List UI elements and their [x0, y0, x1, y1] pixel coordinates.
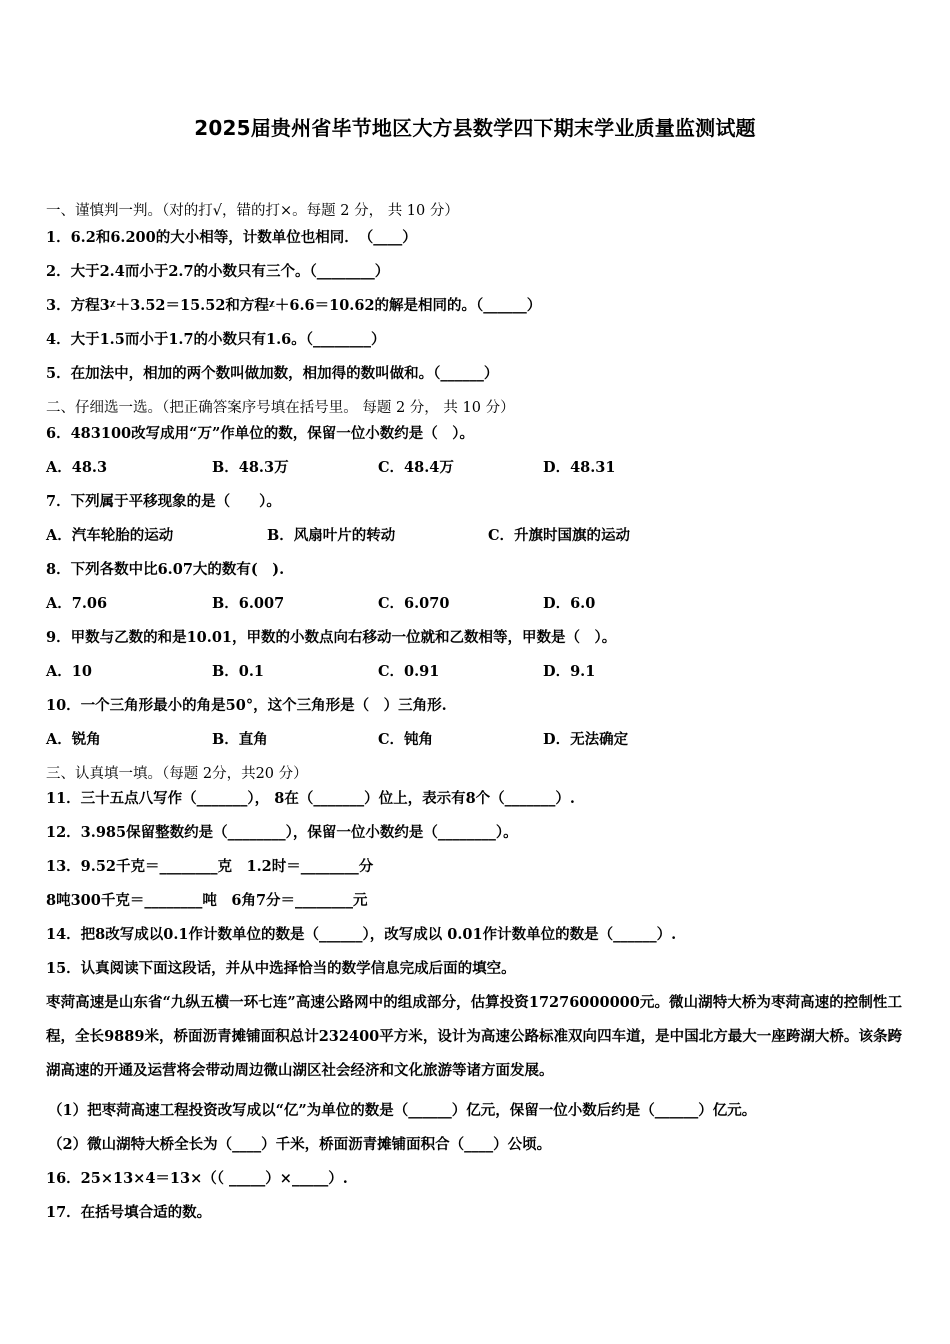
option-c: C．6.070 [378, 595, 450, 612]
option-c: C．钝角 [378, 731, 434, 748]
question-2: 2．大于2.4而小于2.7的小数只有三个。（________） [46, 263, 390, 280]
option-b: B．6.007 [212, 595, 285, 612]
section-heading-2: 二、仔细选一选。（把正确答案序号填在括号里。 每题 2 分， 共 10 分） [46, 400, 515, 416]
option-d: D．48.31 [543, 459, 616, 476]
question-13-line-1: 13．9.52千克＝________克 1.2时＝________分 [46, 858, 374, 875]
option-c: C．48.4万 [378, 459, 454, 476]
option-b: B．直角 [212, 731, 268, 748]
option-a: A．锐角 [46, 731, 101, 748]
option-b: B．48.3万 [212, 459, 289, 476]
section-heading-1: 一、谨慎判一判。（对的打√，错的打×。每题 2 分， 共 10 分） [46, 203, 459, 219]
option-b: B．风扇叶片的转动 [267, 527, 396, 544]
question-11: 11．三十五点八写作（_______）， 8在（_______）位上，表示有8个（_______）. [46, 790, 575, 807]
option-d: D．6.0 [543, 595, 596, 612]
option-d: D．无法确定 [543, 731, 629, 748]
option-a: A．汽车轮胎的运动 [46, 527, 174, 544]
question-12: 12．3.985保留整数约是（________），保留一位小数约是（________）。 [46, 824, 518, 841]
question-15-part-1: （1）把枣菏高速工程投资改写成以“亿”为单位的数是（______）亿元，保留一位小数后约是（______）亿元。 [48, 1102, 757, 1119]
option-c: C．升旗时国旗的运动 [488, 527, 631, 544]
question-17: 17．在括号填合适的数。 [46, 1204, 212, 1221]
question-5: 5．在加法中，相加的两个数叫做加数，相加得的数叫做和。（______） [46, 365, 499, 382]
question-13-line-2: 8吨300千克＝________吨 6角7分＝________元 [46, 892, 368, 909]
question-7: 7．下列属于平移现象的是（ ）。 [46, 493, 281, 510]
option-d: D．9.1 [543, 663, 596, 680]
question-15: 15．认真阅读下面这段话，并从中选择恰当的数学信息完成后面的填空。 [46, 960, 516, 977]
question-15-passage: 枣菏高速是山东省“九纵五横一环七连”高速公路网中的组成部分，估算投资17276000000元。微山湖特大桥为枣菏高速的控制性工程，全长9889米，桥面沥青摊铺面积总计232400平方米，设计为高速公路标准双向四车道，是中国北方最大一座跨湖大桥。该条跨湖高速的开通及运营将会带动周边微山湖区社会经济和文化旅游等诸方面发展。 [46, 994, 902, 1079]
page-title: 2025届贵州省毕节地区大方县数学四下期末学业质量监测试题 [194, 116, 756, 140]
question-1: 1．6.2和6.200的大小相等，计数单位也相同． （____） [46, 229, 417, 246]
question-4: 4．大于1.5而小于1.7的小数只有1.6。（________） [46, 331, 386, 348]
question-16: 16．25×13×4＝13×（（ _____）×_____）. [46, 1170, 348, 1187]
section-heading-3: 三、认真填一填。（每题 2分，共20 分） [46, 766, 308, 782]
option-a: A．10 [46, 663, 92, 680]
option-a: A．48.3 [46, 459, 108, 476]
question-9: 9．甲数与乙数的和是10.01，甲数的小数点向右移动一位就和乙数相等，甲数是（ ）。 [46, 629, 617, 646]
option-a: A．7.06 [46, 595, 108, 612]
option-c: C．0.91 [378, 663, 440, 680]
question-6: 6．483100改写成用“万”作单位的数，保留一位小数约是（ ）。 [46, 425, 475, 442]
question-14: 14．把8改写成以0.1作计数单位的数是（______），改写成以 0.01作计数单位的数是（______）. [46, 926, 677, 943]
question-3: 3．方程3ᵡ＋3.52＝15.52和方程ᵡ＋6.6＝10.62的解是相同的。（______） [46, 297, 542, 314]
question-15-part-2: （2）微山湖特大桥全长为（____）千米，桥面沥青摊铺面积合（____）公顷。 [48, 1136, 552, 1153]
question-8: 8．下列各数中比6.07大的数有( ). [46, 561, 285, 578]
question-10: 10．一个三角形最小的角是50°，这个三角形是（ ）三角形. [46, 697, 447, 714]
option-b: B．0.1 [212, 663, 264, 680]
